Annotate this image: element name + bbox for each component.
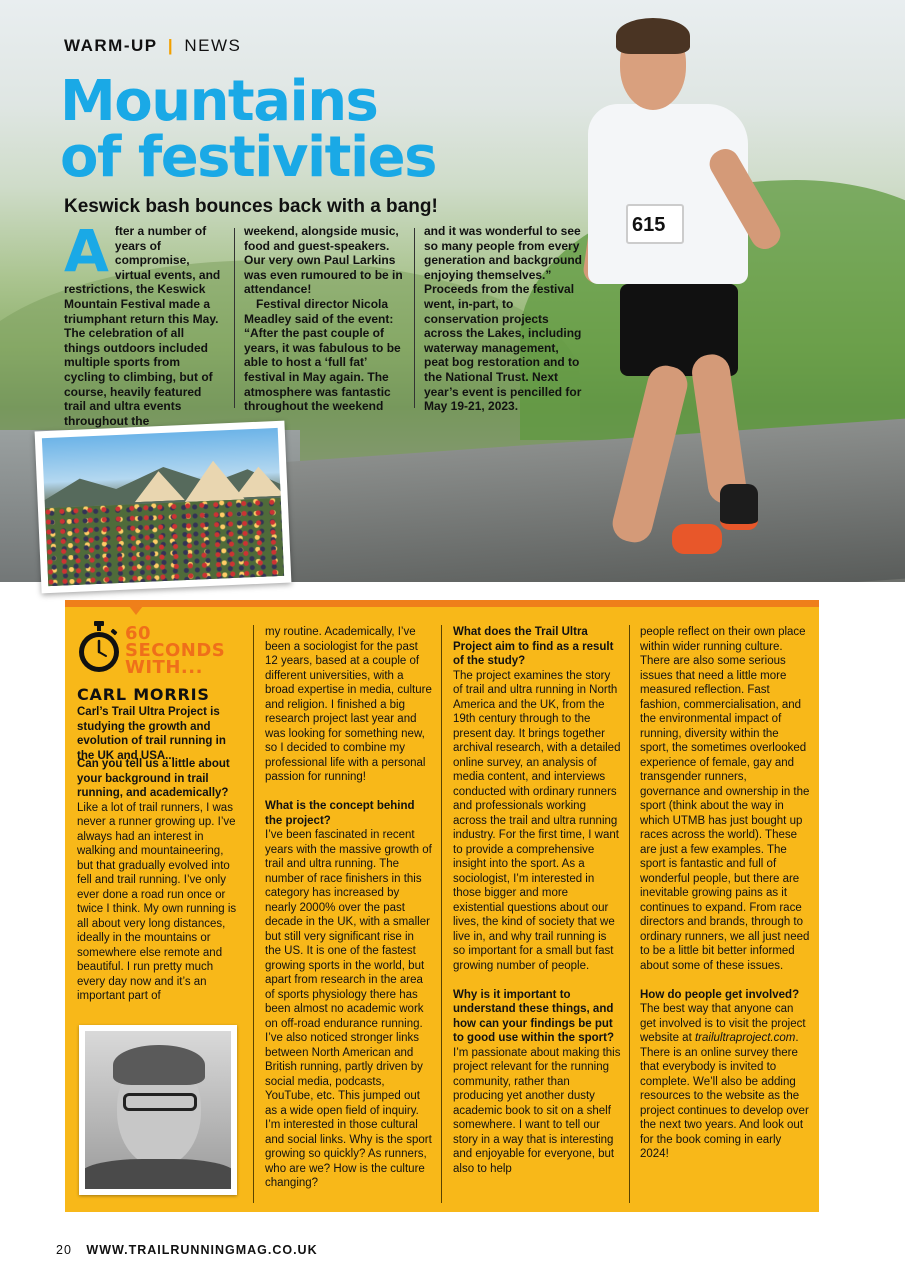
badge-line: 60 [125, 623, 152, 644]
drop-cap: A [64, 217, 109, 285]
runner-figure [580, 14, 800, 574]
question: Why is it important to understand these things, and how can your findings be put to good use within the sport? [453, 988, 614, 1044]
question: What does the Trail Ultra Project aim to find as a result of the study? [453, 626, 614, 667]
column-divider [253, 625, 254, 1203]
question: What is the concept behind the project? [265, 800, 415, 827]
answer: my routine. Academically, I’ve been a sociologist for the past 12 years, based at a couple of different universities, with a broad expertise in media, culture and religion. I finished a big research project last year and was looking for something new, so I decided to combine my professional life with a personal passion for running! [265, 626, 432, 783]
interview-panel [65, 600, 819, 1212]
headline-line-2: of festivities [60, 125, 436, 190]
page-footer [56, 1243, 318, 1257]
runner-shoe [672, 524, 722, 554]
runner-hair [616, 18, 690, 54]
magazine-url[interactable]: WWW.TRAILRUNNINGMAG.CO.UK [86, 1243, 318, 1257]
festival-photo [35, 421, 292, 594]
news-column-3 [424, 224, 586, 414]
interview-column-4 [640, 625, 810, 1162]
question: How do people get involved? [640, 988, 800, 1001]
column-divider [441, 625, 442, 1203]
race-bib: 615 [626, 204, 684, 244]
column-divider [629, 625, 630, 1203]
answer-text: . There is an online survey there that everybody is invited to complete. We’ll also be adding resources to the website as the project continues to develop over the next two years. And look out for the book coming in early 2024! [640, 1032, 809, 1160]
news-text: fter a number of years of compromise, virtual events, and restrictions, the Keswick Mountain Festival made a triumphant return this May. The celebration of all things outdoors included multiple sports from cycling to climbing, but of course, heavily featured trail and ultra events throughout the [64, 224, 221, 428]
portrait-hair [113, 1045, 205, 1085]
portrait-shoulders [85, 1159, 231, 1189]
subheadline: Keswick bash bounces back with a bang! [64, 196, 438, 217]
page-number: 20 [56, 1243, 72, 1257]
answer [640, 1002, 810, 1162]
answer: people reflect on their own place within wider running culture. There are also some serious issues that need a little more measured reflection. Fast fashion, commercialisation, and the environmental impact of running, diversity within the sport, the sometimes overlooked experience of female, gay and transgender runners, governance and ownership in the sport (think about the way in which UTMB has just bought up races across the world). These are just a few examples. The sport is fantastic and full of wonderful people, but there are inevitable growing pains as it continues to expand. From race directors and brands, through to ordinary runners, we all just need to be a little bit better informed about some of these issues. [640, 626, 810, 972]
runner-leg [609, 362, 691, 546]
headline [60, 69, 530, 190]
panel-notch [129, 606, 143, 615]
news-text: and it was wonderful to see so many people from every generation and background enjoying themselves.” Proceeds from the festival went, in-part, to conservation projects across the Lakes, including waterway management, peat bog restoration and to the National Trust. Next year’s event is pencilled for May 19-21, 2023. [424, 224, 583, 414]
column-divider [234, 228, 235, 408]
headline-line-1: Mountains [60, 69, 378, 134]
answer: Like a lot of trail runners, I was never a runner growing up. I’ve always had an interest in walking and mountaineering, but that gradually evolved into fell and trail running. I’ve only ever done a road run once or twice I think. My own running is all about very long distances, ideally in the mountains or somewhere else remote and beautiful. I run pretty much every day now and it’s an important part of [77, 801, 237, 1002]
interview-column-3 [453, 625, 621, 1176]
answer: I’m passionate about making this project relevant for the running community, rather than producing yet another dusty academic book to sit on a shelf somewhere. I want to tell our story in a way that is interesting and enjoyable for everyone, but also to help [453, 1046, 621, 1175]
news-text: Festival director Nicola Meadley said of the event: “After the past couple of years, it was fabulous to be able to host a ‘full fat’ festival in May again. The atmosphere was fantastic throughout the weekend [244, 296, 401, 414]
interview-column-2 [265, 625, 433, 1191]
interview-column-1 [77, 757, 240, 1004]
news-text: weekend, alongside music, food and guest-speakers. Our very own Paul Larkins was even rumoured to be in attendance! [244, 224, 403, 297]
interviewee-name: CARL MORRIS [77, 685, 210, 704]
runner-shoe [720, 484, 758, 530]
question: Can you tell us a little about your background in trail running, and academically? [77, 758, 230, 799]
badge-line: SECONDS [125, 640, 226, 661]
section-name: WARM-UP [64, 36, 158, 55]
project-link[interactable]: trailultraproject.com [694, 1032, 796, 1044]
answer: I’ve been fascinated in recent years with the massive growth of trail and ultra running. The number of race finishers in this category has increased by nearly 2000% over the past decade in the UK, with a smaller but still very significant rise in the US. It is one of the fastest growing sports in the world, but apart from research in the area of sports physiology there has been almost no academic work on off-road endurance running. I’ve also noticed stronger links between North American and British running, partly driven by social media, podcasts, YouTube, etc. This jumped out as a wide open field of inquiry. I’m interested in those cultural and social links. Why is the sport growing so quickly? As runners, who are we? How is the culture changing? [265, 829, 432, 1189]
news-column-1 [64, 217, 222, 428]
stopwatch-icon [77, 621, 121, 675]
section-separator: | [167, 36, 175, 55]
badge-line: WITH... [125, 657, 203, 678]
portrait-glasses [123, 1093, 197, 1111]
section-label [64, 36, 241, 56]
runner-leg [690, 352, 749, 506]
interview-intro: Carl’s Trail Ultra Project is studying the growth and evolution of trail running in the UK and USA... [77, 706, 226, 762]
festival-crowd [45, 498, 284, 586]
news-column-2 [244, 224, 404, 414]
portrait-photo [79, 1025, 237, 1195]
sixty-seconds-title [125, 625, 225, 676]
answer-text: The best way that anyone can get involved is to visit the project website at [640, 1003, 806, 1044]
answer: The project examines the story of trail and ultra running in North America and the UK, from the 19th century through to the present day. It brings together archival research, with a detailed online survey, an analysis of media content, and interviews conducted with ordinary runners and professionals working across the trail and ultra running industry. For the first time, I want to provide a comprehensive insight into the sport. As a sociologist, I’m interested in those bigger and more existential questions about our lives, the kind of society that we live in, and why trail running is so important for a small but fast growing number of people. [453, 669, 621, 972]
subsection-name: NEWS [184, 36, 242, 55]
column-divider [414, 228, 415, 408]
